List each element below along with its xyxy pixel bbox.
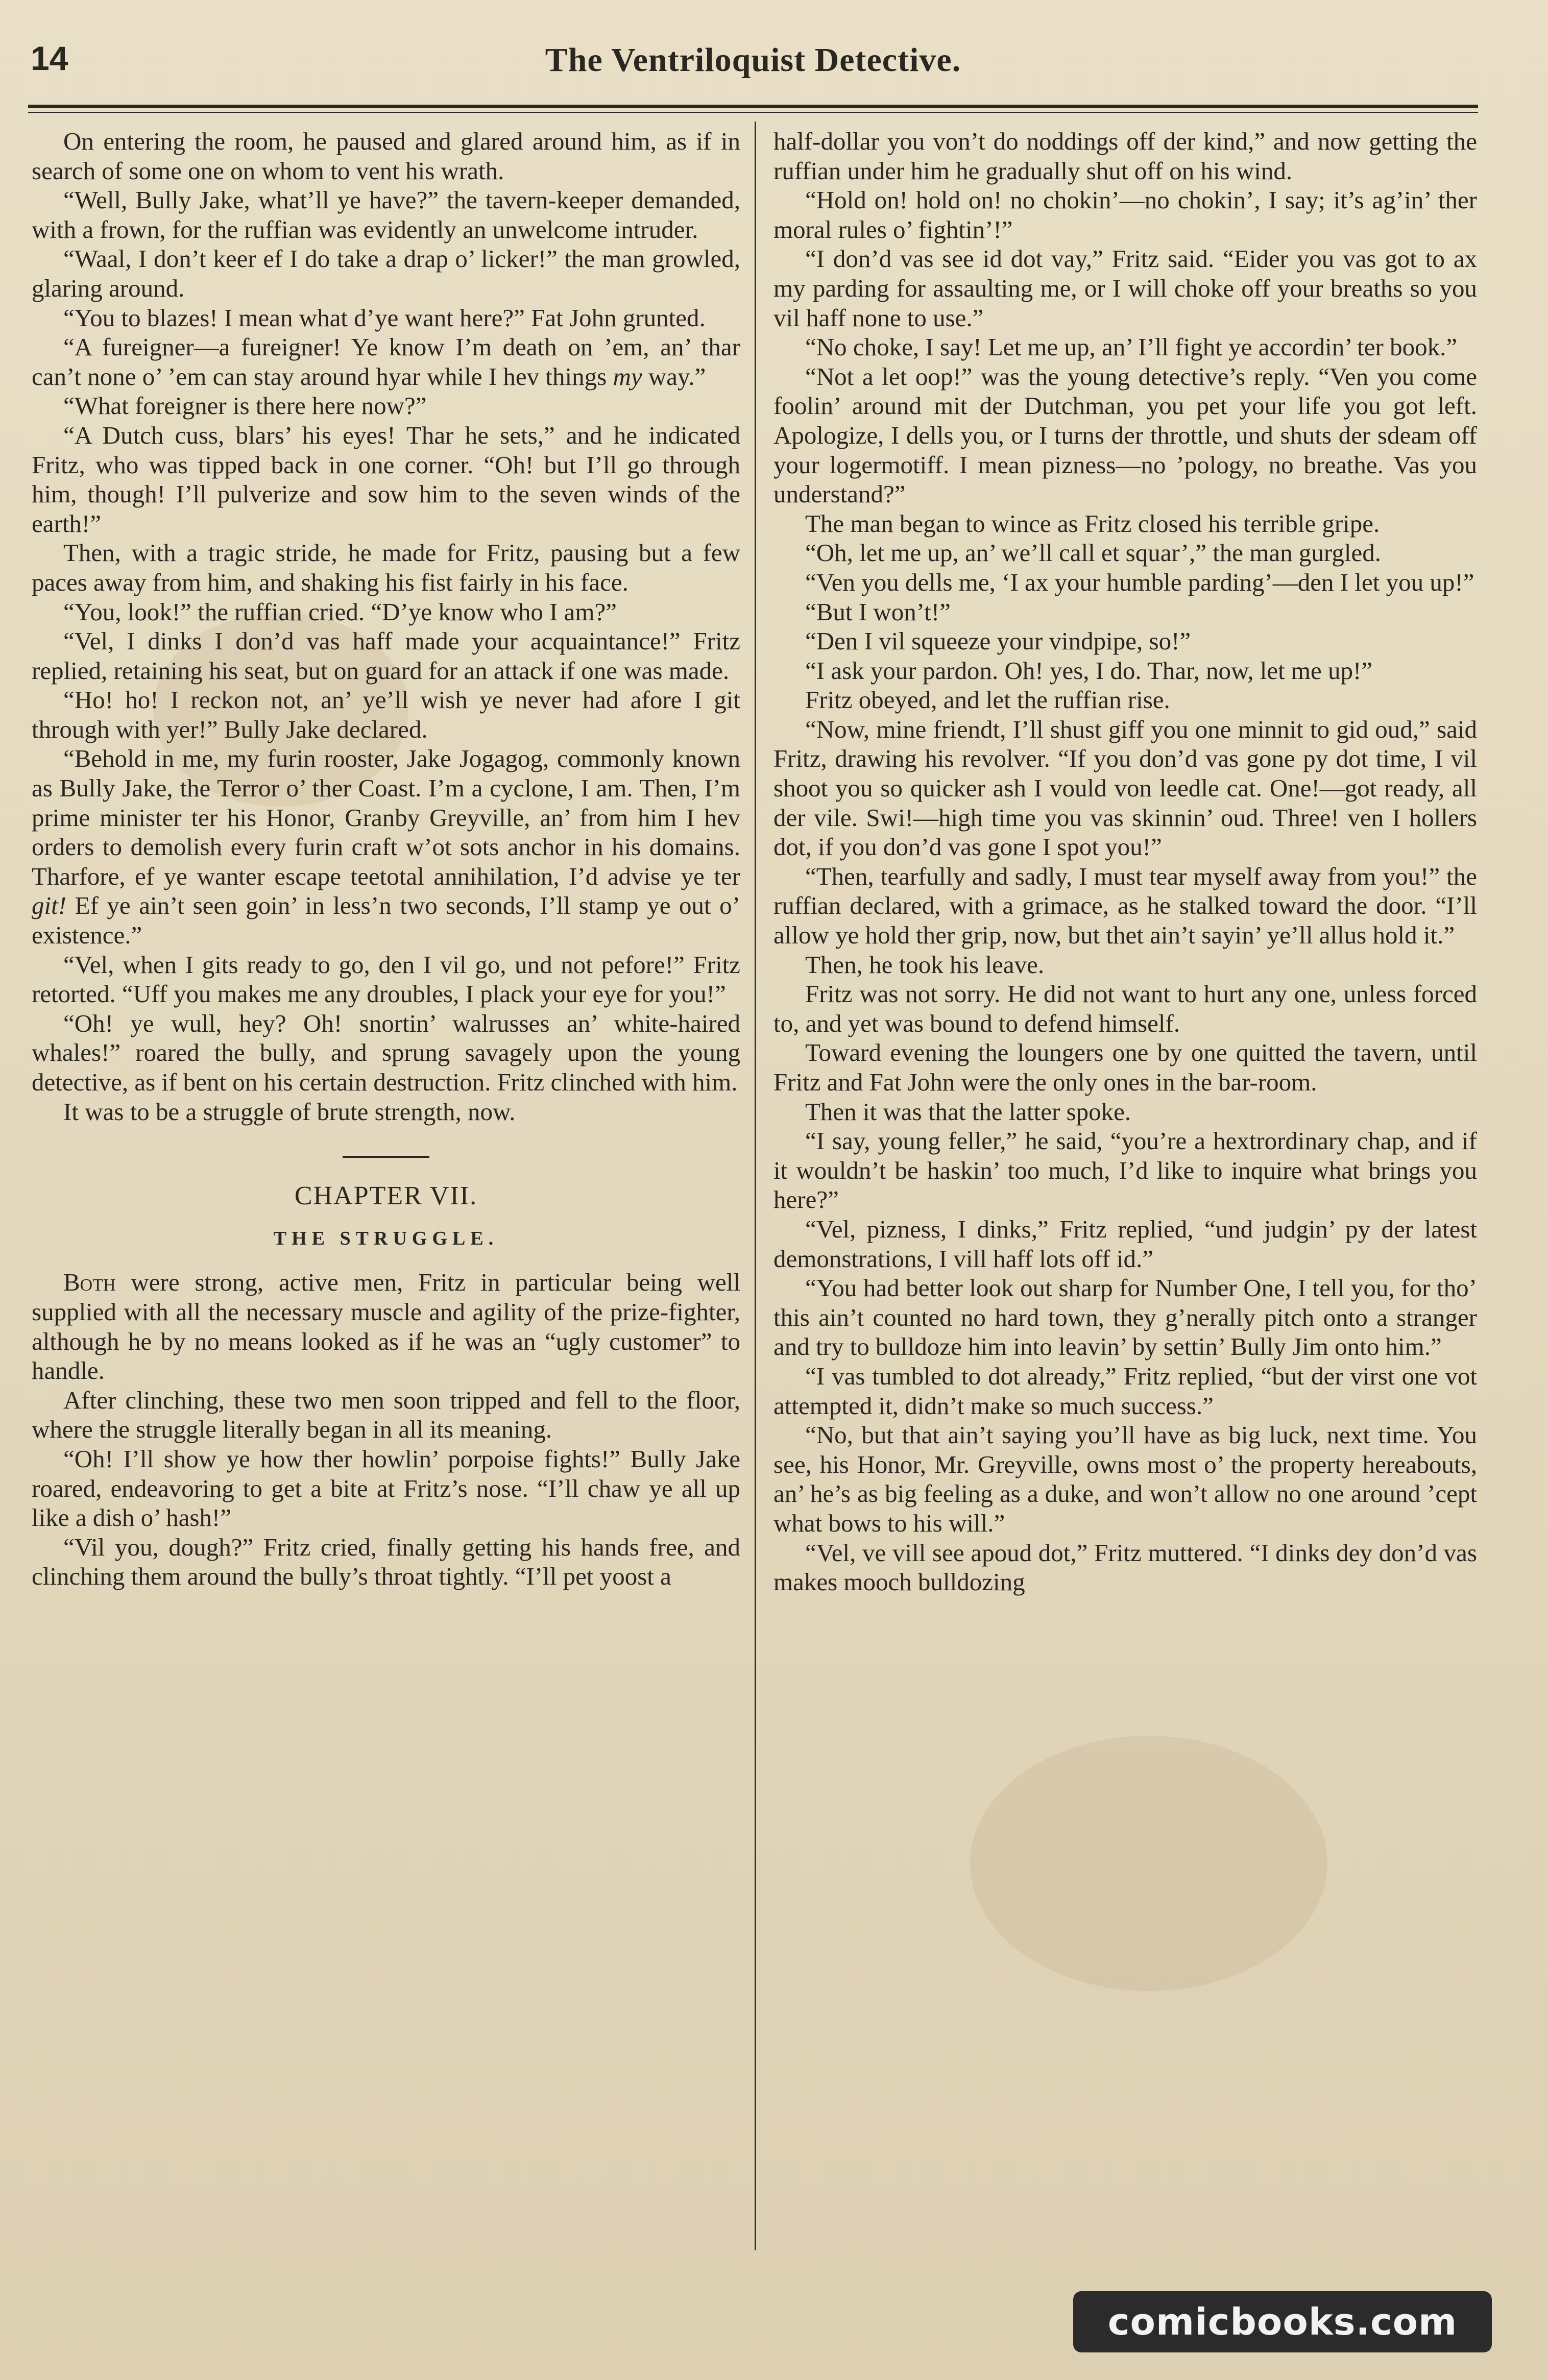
section-divider [343, 1156, 429, 1158]
paragraph: “A Dutch cuss, blars’ his eyes! Thar he sets,” and he indicated Fritz, who was tipped back in one corner. “Oh! but I’ll go through him, though! I’ll pulverize and sow him to the seven winds of the earth!” [32, 421, 740, 538]
watermark: comicbooks.com [1073, 2291, 1492, 2352]
emphasis: git! [32, 891, 67, 920]
paragraph: “Ven you dells me, ‘I ax your humble parding’—den I let you up!” [805, 568, 1474, 596]
paragraph: “Vil you, dough?” Fritz cried, finally getting his hands free, and clinching them around the bully’s throat tightly. “I’ll pet yoost a [32, 1533, 740, 1591]
text-run: were strong, active men, Fritz in particular being well supplied with all the necessary muscle and agility of the prize-fighter, although he by no means looked as if he was an “ugly customer” to handle. [32, 1268, 740, 1385]
paragraph: “You had better look out sharp for Number One, I tell you, for tho’ this ain’t counted no hard town, they g’nerally pitch onto a stranger and try to bulldoze him into leavin’ by settin’ Bully Jim onto him.” [773, 1274, 1477, 1361]
text-run: Ef ye ain’t seen goin’ in less’n two seconds, I’ll stamp ye out o’ existence.” [32, 891, 740, 950]
paragraph [32, 332, 740, 391]
paragraph: On entering the room, he paused and glared around him, as if in search of some one on whom to vent his wrath. [32, 127, 740, 185]
paragraph: “Vel, ve vill see apoud dot,” Fritz muttered. “I dinks dey don’d vas makes mooch bulldozing [773, 1538, 1477, 1596]
left-column [32, 127, 740, 1591]
column-divider [755, 122, 756, 2250]
paragraph: “Vel, pizness, I dinks,” Fritz replied, “und judgin’ py der latest demonstrations, I vill haff lots off id.” [773, 1215, 1477, 1273]
paragraph: “I vas tumbled to dot already,” Fritz replied, “but der virst one vot attempted it, didn’t make so much success.” [773, 1362, 1477, 1420]
paper-stain [970, 1736, 1327, 1991]
page-number: 14 [31, 39, 68, 77]
chapter-title: CHAPTER VII. [294, 1181, 478, 1211]
text-run: “Behold in me, my furin rooster, Jake Jogagog, commonly known as Bully Jake, the Terror o’ ther Coast. I’m a cyclone, I am. Then, I’m prime minister ter his Honor, Granby Greyville, an’ from him I hev orders to demolish every furin craft w’ot sots anchor in his domains. Tharfore, ef ye wanter escape teetotal annihilation, I’d advise ye ter [32, 744, 740, 890]
paragraph: Toward evening the loungers one by one quitted the tavern, until Fritz and Fat John were the only ones in the bar-room. [773, 1038, 1477, 1096]
page-header [31, 36, 1476, 92]
paragraph: “Vel, when I gits ready to go, den I vil go, und not pefore!” Fritz retorted. “Uff you makes me any droubles, I plack your eye for you!” [32, 950, 740, 1008]
paragraph: “Now, mine friendt, I’ll shust giff you one minnit to gid oud,” said Fritz, drawing his revolver. “If you don’d vas gone py dot time, I vil shoot you so quicker ash I vould von leedle cat. One!—got ready, all der vile. Swi!—high time you vas skinnin’ oud. Three! ven I hollers dot, if you don’d vas gone I spot you!” [773, 715, 1477, 861]
emphasis: my [613, 362, 642, 391]
paragraph: After clinching, these two men soon tripped and fell to the floor, where the struggle literally began in all its meaning. [32, 1386, 740, 1444]
paragraph: half-dollar you von’t do noddings off der kind,” and now getting the ruffian under him he gradually shut off on his wind. [773, 127, 1477, 185]
paragraph: “No, but that ain’t saying you’ll have as big luck, next time. You see, his Honor, Mr. Greyville, owns most o’ the property hereabouts, an’ he’s as big feeling as a duke, and won’t allow no one around ’cept what bows to his will.” [773, 1421, 1477, 1537]
lead-word: Both [63, 1268, 116, 1297]
header-rule-thin [28, 112, 1478, 113]
paragraph: Then, with a tragic stride, he made for Fritz, pausing but a few paces away from him, and shaking his fist fairly in his face. [32, 539, 740, 596]
paragraph: The man began to wince as Fritz closed his terrible gripe. [805, 509, 1380, 538]
chapter-subtitle: THE STRUGGLE. [273, 1227, 499, 1249]
paragraph: “What foreigner is there here now?” [63, 392, 427, 420]
paragraph: “Ho! ho! I reckon not, an’ ye’ll wish ye never had afore I git through with yer!” Bully Jake declared. [32, 686, 740, 743]
paragraph: Then it was that the latter spoke. [805, 1097, 1131, 1126]
paragraph: “Oh, let me up, an’ we’ll call et squar’,” the man gurgled. [805, 539, 1381, 567]
paragraph: “Oh! I’ll show ye how ther howlin’ porpoise fights!” Bully Jake roared, endeavoring to get a bite at Fritz’s nose. “I’ll chaw ye all up like a dish o’ hash!” [32, 1444, 740, 1532]
text-run: way.” [642, 362, 706, 391]
right-column [773, 127, 1477, 1597]
paragraph: “Oh! ye wull, hey? Oh! snortin’ walrusses an’ white-haired whales!” roared the bully, and sprung savagely upon the young detective, as if bent on his certain destruction. Fritz clinched with him. [32, 1009, 740, 1096]
paragraph: Then, he took his leave. [805, 950, 1045, 979]
paragraph: Fritz obeyed, and let the ruffian rise. [805, 686, 1170, 714]
paragraph: “Den I vil squeeze your vindpipe, so!” [805, 627, 1191, 655]
paragraph [32, 744, 740, 950]
paragraph: “Waal, I don’t keer ef I do take a drap o’ licker!” the man growled, glaring around. [32, 245, 740, 302]
running-title: The Ventriloquist Detective. [545, 41, 961, 79]
paragraph: “I don’d vas see id dot vay,” Fritz said. “Eider you vas got to ax my parding for assaulting me, or I will choke off your breaths so you vil haff none to use.” [773, 245, 1477, 332]
paragraph: “Hold on! hold on! no chokin’—no chokin’, I say; it’s ag’in’ ther moral rules o’ fightin’!” [773, 186, 1477, 244]
paragraph: “Vel, I dinks I don’d vas haff made your acquaintance!” Fritz replied, retaining his seat, but on guard for an attack if one was made. [32, 627, 740, 685]
paragraph: “Not a let oop!” was the young detective’s reply. “Ven you come foolin’ around mit der Dutchman, you pet your life you got left. Apologize, I dells you, or I turns der throttle, und shuts der sdeam off your logermotiff. I mean pizness—no ’pology, no breathe. Vas you understand?” [773, 362, 1477, 508]
paragraph: Fritz was not sorry. He did not want to hurt any one, unless forced to, and yet was bound to defend himself. [773, 980, 1477, 1037]
paragraph: “Then, tearfully and sadly, I must tear myself away from you!” the ruffian declared, with a grimace, as he stalked toward the door. “I’ll allow ye hold ther grip, now, but thet ain’t sayin’ ye’ll allus hold it.” [773, 862, 1477, 950]
header-rule [28, 105, 1478, 108]
paragraph: “You to blazes! I mean what d’ye want here?” Fat John grunted. [63, 303, 706, 332]
paragraph: It was to be a struggle of brute strength, now. [63, 1097, 516, 1126]
text-run: “A fureigner—a fureigner! Ye know I’m death on ’em, an’ thar can’t none o’ ’em can stay around hyar while I hev things [32, 333, 740, 391]
paragraph: “I say, young feller,” he said, “you’re a hextrordinary chap, and if it wouldn’t be haskin’ too much, I’d like to inquire what brings you here?” [773, 1127, 1477, 1214]
paragraph: “But I won’t!” [805, 597, 951, 626]
paragraph: “Well, Bully Jake, what’ll ye have?” the tavern-keeper demanded, with a frown, for the ruffian was evidently an unwelcome intruder. [32, 186, 740, 244]
paragraph: “No choke, I say! Let me up, an’ I’ll fight ye accordin’ ter book.” [805, 333, 1458, 361]
paragraph: “I ask your pardon. Oh! yes, I do. Thar, now, let me up!” [805, 656, 1373, 685]
paragraph [32, 1268, 740, 1385]
paragraph: “You, look!” the ruffian cried. “D’ye know who I am?” [63, 597, 617, 626]
